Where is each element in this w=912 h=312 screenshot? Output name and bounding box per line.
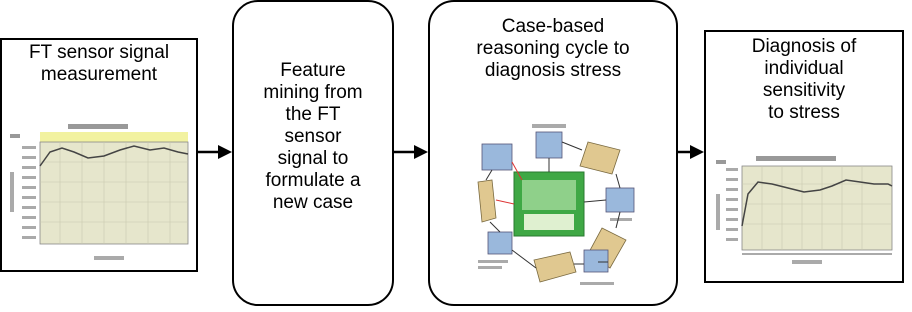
feature-mining-label: Feature mining from the FT sensor signal to formulate a new case [263, 60, 363, 213]
arrow-2-icon [394, 145, 428, 159]
measurement-label: FT sensor signal measurement [28, 42, 170, 85]
arrow-3-icon [678, 145, 704, 159]
arrow-1-icon [198, 145, 232, 159]
cbr-cycle-label: Case-based reasoning cycle to diagnosis stress [476, 16, 630, 81]
diagnosis-label: Diagnosis of individual sensitivity to stress [751, 36, 857, 123]
